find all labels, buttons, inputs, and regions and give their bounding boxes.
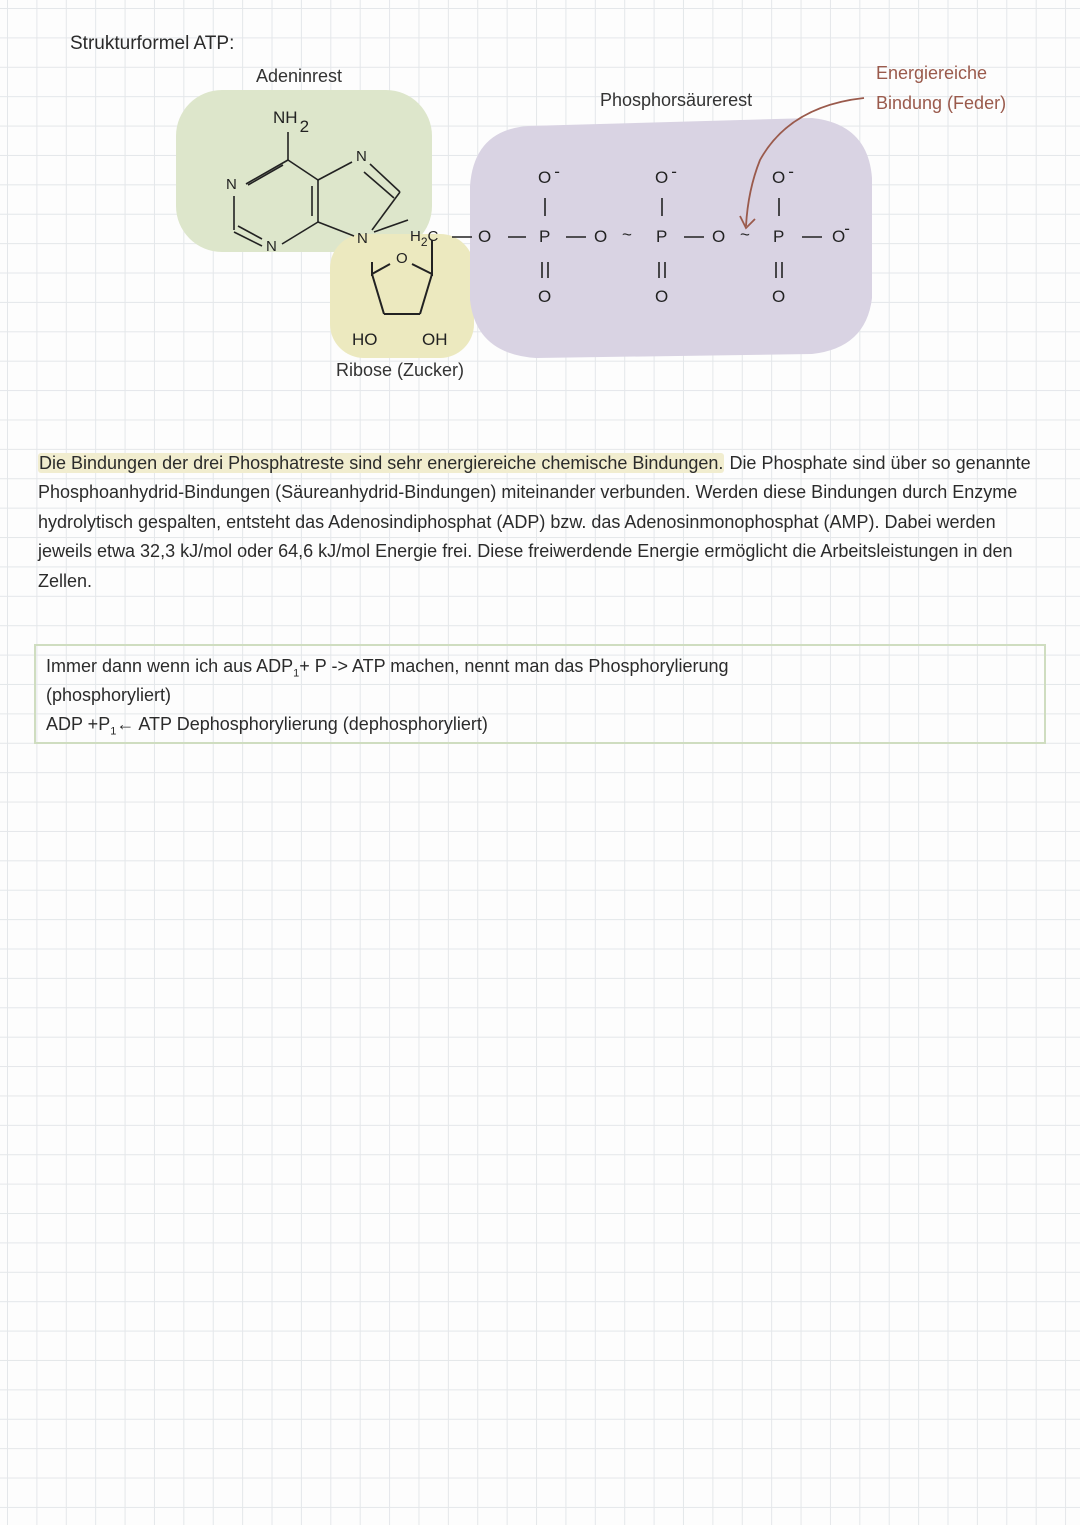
note-line-2: (phosphoryliert) [46, 685, 172, 705]
highlighted-sentence: Die Bindungen der drei Phosphatreste sind sehr energiereiche chemische Bindungen. [39, 453, 724, 473]
top-oxygen-3: O - [772, 162, 794, 187]
bottom-oxygen-1: O [538, 287, 552, 306]
bridge-oxygen-1: O [478, 227, 492, 246]
energy-bond-label-line1: Energiereiche [876, 63, 988, 83]
energy-bond-1: ~ [622, 225, 632, 244]
phosphate-region [470, 118, 872, 358]
atom-n9: N [357, 230, 368, 247]
adenine-label: Adeninrest [256, 66, 343, 86]
top-oxygen-1: O - [538, 162, 560, 187]
bridge-oxygen-3: O [712, 227, 726, 246]
phosphorus-1: P [539, 227, 551, 246]
atom-n3: N [266, 238, 277, 255]
bottom-oxygen-3: O [772, 287, 786, 306]
paragraph-rest: Die Phosphate sind über so genannte Phosphoanhydrid-Bindungen (Säureanhydrid-Bindungen) miteinander verbunden. Werden diese Bindungen durch Enzyme hydrolytisch gespalten, entsteht das Adenosindiphosphat (ADP) bzw. das Adenosinmonophosphat (AMP). Dabei werden jeweils etwa 32,3 kJ/mol oder 64,6 kJ/mol Energie frei. Diese freiwerdende Energie ermöglicht die Arbeitsleistungen in den Zellen. [38, 453, 1031, 591]
ho-group: HO [352, 330, 378, 349]
explanation-paragraph [38, 449, 1038, 596]
phosphate-label: Phosphorsäurerest [600, 90, 753, 110]
bottom-oxygen-2: O [655, 287, 669, 306]
atom-n7: N [356, 148, 367, 165]
ribose-label: Ribose (Zucker) [336, 360, 465, 380]
note-line-1: Immer dann wenn ich aus $ADP_1+ P$ -> ATP machen, nennt man das Phosphorylierung [46, 656, 729, 680]
energy-bond-label-line2: Bindung (Feder) [876, 93, 1007, 113]
terminal-oxygen: O- [832, 219, 850, 246]
oh-group: OH [422, 330, 448, 349]
note-line-3: ADP $+P_1\leftarrow$ ATP Dephosphorylierung (dephosphoryliert) [46, 714, 488, 738]
phosphorus-2: P [656, 227, 668, 246]
page-title: Strukturformel ATP: [70, 33, 235, 54]
amino-group: NH 2 [273, 108, 310, 136]
phosphorus-3: P [773, 227, 785, 246]
energy-bond-2: ~ [740, 225, 750, 244]
ring-oxygen: O [396, 250, 408, 267]
atom-n1: N [226, 176, 237, 193]
bridge-oxygen-2: O [594, 227, 608, 246]
top-oxygen-2: O - [655, 162, 677, 187]
left-arrow-icon: ← [116, 714, 135, 734]
h2c-group: $H_2C$ [410, 228, 439, 249]
